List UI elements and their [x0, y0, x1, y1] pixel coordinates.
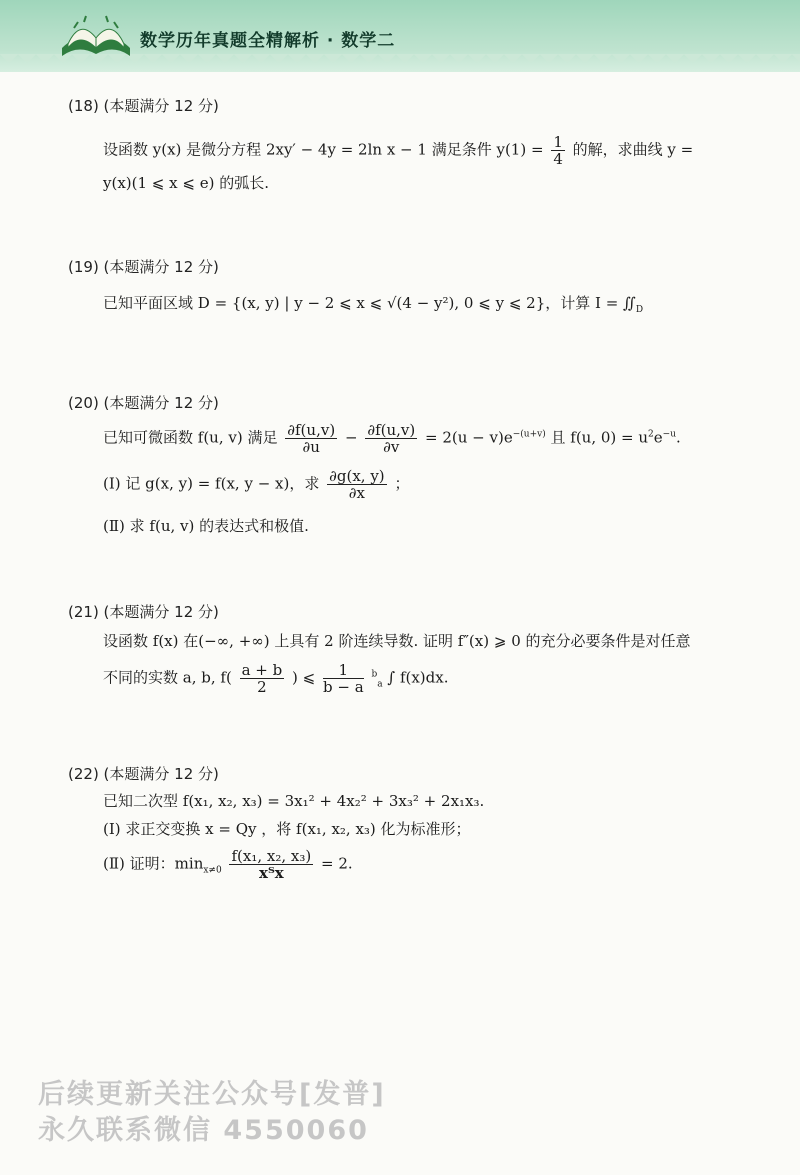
q20-frac3-num: ∂g(x, y)	[329, 467, 385, 485]
q20-exp2: 2	[648, 429, 654, 440]
q18-text-a: 设函数 y(x) 是微分方程 2xy′ − 4y = 2ln x − 1 满足条件 y(1) =	[103, 140, 544, 159]
q20-line1	[103, 422, 681, 455]
q22-fraction	[229, 848, 313, 881]
q19-region-sub: D	[635, 305, 644, 315]
q20-exp3: −u	[662, 429, 676, 440]
q19-text: 已知平面区域 D = {(x, y) | y − 2 ⩽ x ⩽ √(4 − y²), 0 ⩽ y ⩽ 2}，计算 I = ∬	[103, 294, 636, 312]
q18-line2: y(x)(1 ⩽ x ⩽ e) 的弧长.	[103, 174, 269, 192]
q20-frac3-den: ∂x	[348, 484, 365, 502]
q18-frac-num: 1	[553, 133, 563, 151]
q19-heading: (19) (本题满分 12 分)	[68, 258, 219, 276]
q20-text-c: 且 f(u, 0) = u	[550, 428, 649, 447]
watermark-line2: 永久联系微信 4550060	[38, 1115, 369, 1146]
q20-frac1-den: ∂u	[302, 438, 320, 456]
q21-heading: (21) (本题满分 12 分)	[68, 603, 219, 621]
q21-text-b: ) ⩽	[292, 668, 316, 687]
q19-line1	[103, 292, 643, 315]
watermark-line1: 后续更新关注公众号[发普]	[38, 1079, 386, 1110]
q20-text-a: 已知可微函数 f(u, v) 满足	[103, 428, 278, 447]
q21-text-c: ∫ f(x)dx.	[387, 668, 449, 687]
q21-frac2-den: b − a	[323, 678, 364, 696]
q20-line2	[103, 468, 409, 501]
q20-frac2-num: ∂f(u,v)	[367, 421, 416, 439]
q20-text-b: = 2(u − v)e	[425, 428, 513, 447]
q20-frac2	[365, 422, 417, 455]
q18-text-b: 的解，求曲线 y =	[572, 140, 694, 159]
q22-min-sub: x≠0	[203, 865, 222, 876]
q21-line2	[103, 662, 449, 695]
q21-line1: 设函数 f(x) 在(−∞, +∞) 上具有 2 阶连续导数. 证明 f″(x) ⩾ 0 的充分必要条件是对任意	[103, 632, 691, 650]
q22-text-a: (Ⅱ) 证明：min	[103, 854, 204, 873]
q22-text-b: = 2.	[321, 854, 353, 873]
q21-frac1	[240, 662, 285, 695]
q20-frac1-num: ∂f(u,v)	[287, 421, 336, 439]
q21-frac2	[323, 662, 364, 695]
q21-text-a: 不同的实数 a, b, f(	[103, 668, 232, 687]
page-header	[0, 0, 800, 72]
q20-line3: (Ⅱ) 求 f(u, v) 的表达式和极值.	[103, 517, 309, 535]
q21-frac1-den: 2	[257, 678, 267, 696]
q22-frac-den: xᵀx	[259, 864, 284, 882]
q20-text-e: .	[676, 428, 681, 447]
q22-heading: (22) (本题满分 12 分)	[68, 765, 219, 783]
q20-heading: (20) (本题满分 12 分)	[68, 394, 219, 412]
open-book-icon	[56, 8, 136, 64]
q20-exp1: −(u+v)	[512, 429, 546, 440]
q21-frac2-num: 1	[323, 662, 364, 679]
q18-heading: (18) (本题满分 12 分)	[68, 97, 219, 115]
q21-upper-limit: b	[371, 669, 378, 680]
q22-line1: 已知二次型 f(x₁, x₂, x₃) = 3x₁² + 4x₂² + 3x₃² + 2x₁x₃.	[103, 792, 485, 810]
q22-line2: (Ⅰ) 求正交变换 x = Qy ，将 f(x₁, x₂, x₃) 化为标准形；	[103, 820, 471, 838]
q20-part1-text: (Ⅰ) 记 g(x, y) = f(x, y − x)，求	[103, 474, 320, 493]
q20-part1-end: ；	[394, 474, 410, 493]
q20-frac3	[327, 468, 387, 501]
q20-minus: −	[344, 428, 358, 447]
header-title: 数学历年真题全精解析 · 数学二	[140, 31, 396, 51]
q20-frac2-den: ∂v	[383, 438, 400, 456]
q21-frac1-num: a + b	[241, 661, 283, 679]
q21-lower-limit: a	[377, 679, 383, 690]
q20-frac1	[285, 422, 337, 455]
q18-frac-den: 4	[553, 150, 563, 168]
q22-frac-num: f(x₁, x₂, x₃)	[231, 847, 312, 865]
q22-line3	[103, 848, 353, 881]
q20-text-d: e	[653, 428, 663, 447]
q18-fraction	[551, 134, 565, 167]
q18-line1	[103, 134, 693, 167]
